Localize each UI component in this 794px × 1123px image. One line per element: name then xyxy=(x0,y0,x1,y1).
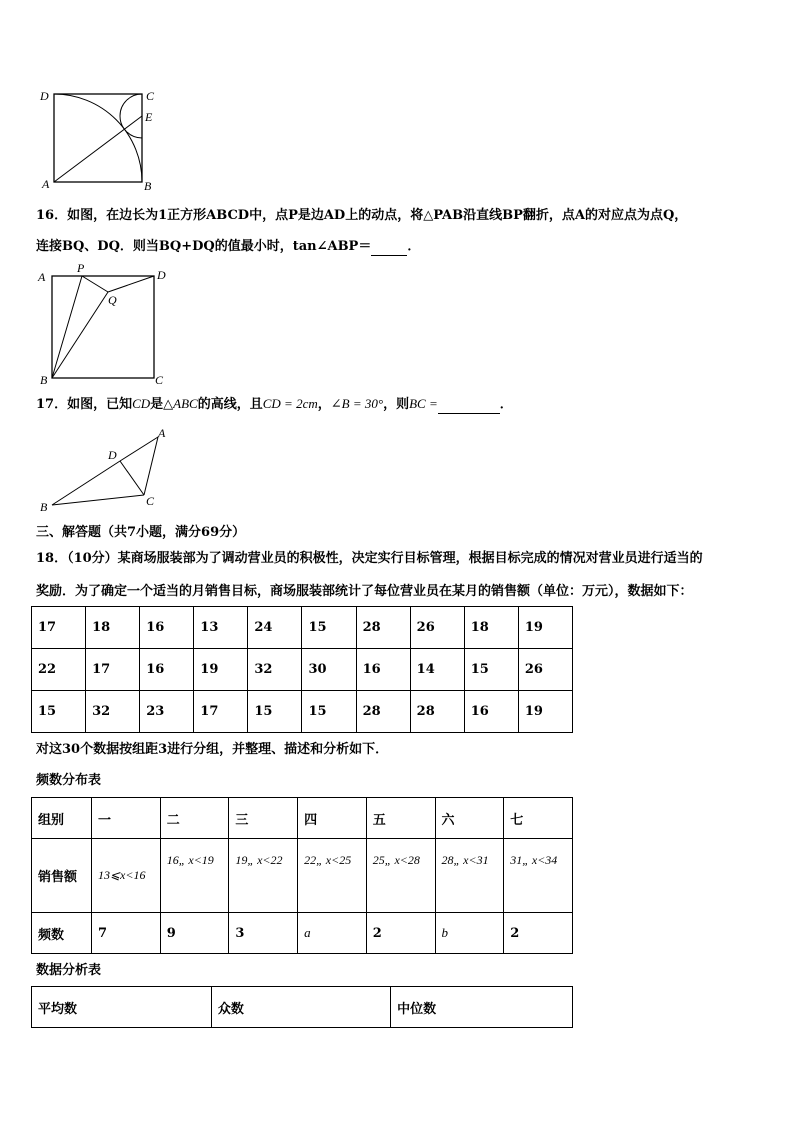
table-cell: 16 xyxy=(140,607,194,649)
freq-count-cell: 2 xyxy=(366,913,435,954)
table-cell: 16 xyxy=(140,649,194,691)
figure-square-arcs xyxy=(36,84,166,194)
table-cell: 22 xyxy=(32,649,86,691)
table-cell: 15 xyxy=(464,649,518,691)
freq-header-row xyxy=(32,798,573,839)
table-cell: 17 xyxy=(86,649,140,691)
analysis-header-cell: 众数 xyxy=(211,987,390,1028)
table-cell: 32 xyxy=(86,691,140,733)
q17-height: 的高线，且 xyxy=(197,397,263,412)
analysis-header-cell: 平均数 xyxy=(32,987,212,1028)
freq-count-cell: 2 xyxy=(504,913,573,954)
table-cell: 15 xyxy=(32,691,86,733)
table-cell: 15 xyxy=(302,607,356,649)
group-note: 对这30个数据按组距3进行分组，并整理、描述和分析如下． xyxy=(36,742,389,757)
frequency-table xyxy=(31,797,573,954)
freq-sales-cell: 25„ x<28 xyxy=(366,839,435,913)
freq-count-label: 频数 xyxy=(32,913,92,954)
label-Q: Q xyxy=(108,293,117,307)
table-row xyxy=(32,649,573,691)
label-D: D xyxy=(108,448,117,462)
freq-sales-cell: 19„ x<22 xyxy=(229,839,298,913)
table-cell: 24 xyxy=(248,607,302,649)
table-cell: 17 xyxy=(32,607,86,649)
label-A: A xyxy=(42,177,50,191)
label-P: P xyxy=(77,262,85,275)
table-cell: 28 xyxy=(410,691,464,733)
q17-is: 是 xyxy=(150,397,164,412)
label-B: B xyxy=(144,179,152,193)
label-B: B xyxy=(40,500,48,514)
table-cell: 13 xyxy=(194,607,248,649)
q16-line2 xyxy=(36,238,420,256)
freq-sales-label: 销售额 xyxy=(32,839,92,913)
table-cell: 19 xyxy=(194,649,248,691)
q17-text xyxy=(36,395,513,414)
q17-prefix: 17．如图，已知 xyxy=(36,397,133,412)
table-cell: 18 xyxy=(86,607,140,649)
table-cell: 17 xyxy=(194,691,248,733)
label-A: A xyxy=(158,426,166,440)
label-D: D xyxy=(40,89,49,103)
q16-end: ． xyxy=(407,239,421,254)
table-cell: 16 xyxy=(356,649,410,691)
freq-sales-cell: 31„ x<34 xyxy=(504,839,573,913)
table-cell: 15 xyxy=(248,691,302,733)
q18-line2: 奖励．为了确定一个适当的月销售目标，商场服装部统计了每位营业员在某月的销售额（单位：万元），数据如下： xyxy=(36,584,693,599)
q18-line1: 18．（10分）某商场服装部为了调动营业员的积极性，决定实行目标管理，根据目标完成的情况对营业员进行适当的 xyxy=(36,551,703,566)
table-cell: 14 xyxy=(410,649,464,691)
freq-header-cell: 六 xyxy=(435,798,504,839)
freq-header-cell: 组别 xyxy=(32,798,92,839)
answer-blank xyxy=(371,255,407,256)
q17-end: ． xyxy=(499,397,513,412)
label-E: E xyxy=(145,110,153,124)
freq-table-title: 频数分布表 xyxy=(36,773,102,788)
analysis-table-title: 数据分析表 xyxy=(36,963,102,978)
table-cell: 15 xyxy=(302,691,356,733)
label-D: D xyxy=(157,268,166,282)
freq-count-cell: 9 xyxy=(160,913,229,954)
freq-count-cell: a xyxy=(298,913,367,954)
table-cell: 23 xyxy=(140,691,194,733)
freq-count-row xyxy=(32,913,573,954)
freq-header-cell: 三 xyxy=(229,798,298,839)
table-row xyxy=(32,607,573,649)
freq-header-cell: 二 xyxy=(160,798,229,839)
table-cell: 19 xyxy=(518,691,572,733)
table-cell: 19 xyxy=(518,607,572,649)
freq-header-cell: 五 xyxy=(366,798,435,839)
sales-data-table xyxy=(31,606,573,733)
freq-sales-cell: 28„ x<31 xyxy=(435,839,504,913)
freq-sales-cell: 13⩽x<16 xyxy=(91,839,160,913)
table-cell: 28 xyxy=(356,691,410,733)
freq-sales-cell: 16„ x<19 xyxy=(160,839,229,913)
table-cell: 28 xyxy=(356,607,410,649)
q17-triangle: △ABC xyxy=(163,396,198,411)
label-C: C xyxy=(146,89,155,103)
q17-bc: BC = xyxy=(409,396,438,411)
q17-angle: ∠B = 30° xyxy=(330,396,384,411)
q17-comma: ， xyxy=(317,397,331,412)
analysis-header-row xyxy=(32,987,573,1028)
table-cell: 18 xyxy=(464,607,518,649)
q17-cd-eq: CD = 2cm xyxy=(262,396,318,411)
freq-count-cell: 3 xyxy=(229,913,298,954)
freq-sales-row xyxy=(32,839,573,913)
analysis-table xyxy=(31,986,573,1028)
label-C: C xyxy=(155,373,164,387)
q16-line1: 16．如图，在边长为1正方形ABCD中，点P是边AD上的动点，将△PAB沿直线BP翻折，点A的对应点为点Q， xyxy=(36,208,688,223)
q16-line2-text: 连接BQ、DQ．则当BQ+DQ的值最小时，tan∠ABP＝ xyxy=(36,239,372,254)
table-cell: 30 xyxy=(302,649,356,691)
q17-then: ，则 xyxy=(383,397,410,412)
table-cell: 26 xyxy=(410,607,464,649)
q17-cd: CD xyxy=(132,396,151,411)
freq-header-cell: 四 xyxy=(298,798,367,839)
figure-q16-square xyxy=(34,262,174,388)
label-B: B xyxy=(40,373,48,387)
figure-q17-triangle xyxy=(36,425,176,517)
label-A: A xyxy=(38,270,46,284)
table-row xyxy=(32,691,573,733)
analysis-header-cell: 中位数 xyxy=(391,987,573,1028)
freq-count-cell: 7 xyxy=(91,913,160,954)
table-cell: 26 xyxy=(518,649,572,691)
table-cell: 32 xyxy=(248,649,302,691)
label-C: C xyxy=(146,494,155,508)
section-heading: 三、解答题（共7小题，满分69分） xyxy=(36,525,246,540)
answer-blank xyxy=(438,413,500,414)
freq-count-cell: b xyxy=(435,913,504,954)
freq-sales-cell: 22„ x<25 xyxy=(298,839,367,913)
freq-header-cell: 一 xyxy=(91,798,160,839)
freq-header-cell: 七 xyxy=(504,798,573,839)
table-cell: 16 xyxy=(464,691,518,733)
